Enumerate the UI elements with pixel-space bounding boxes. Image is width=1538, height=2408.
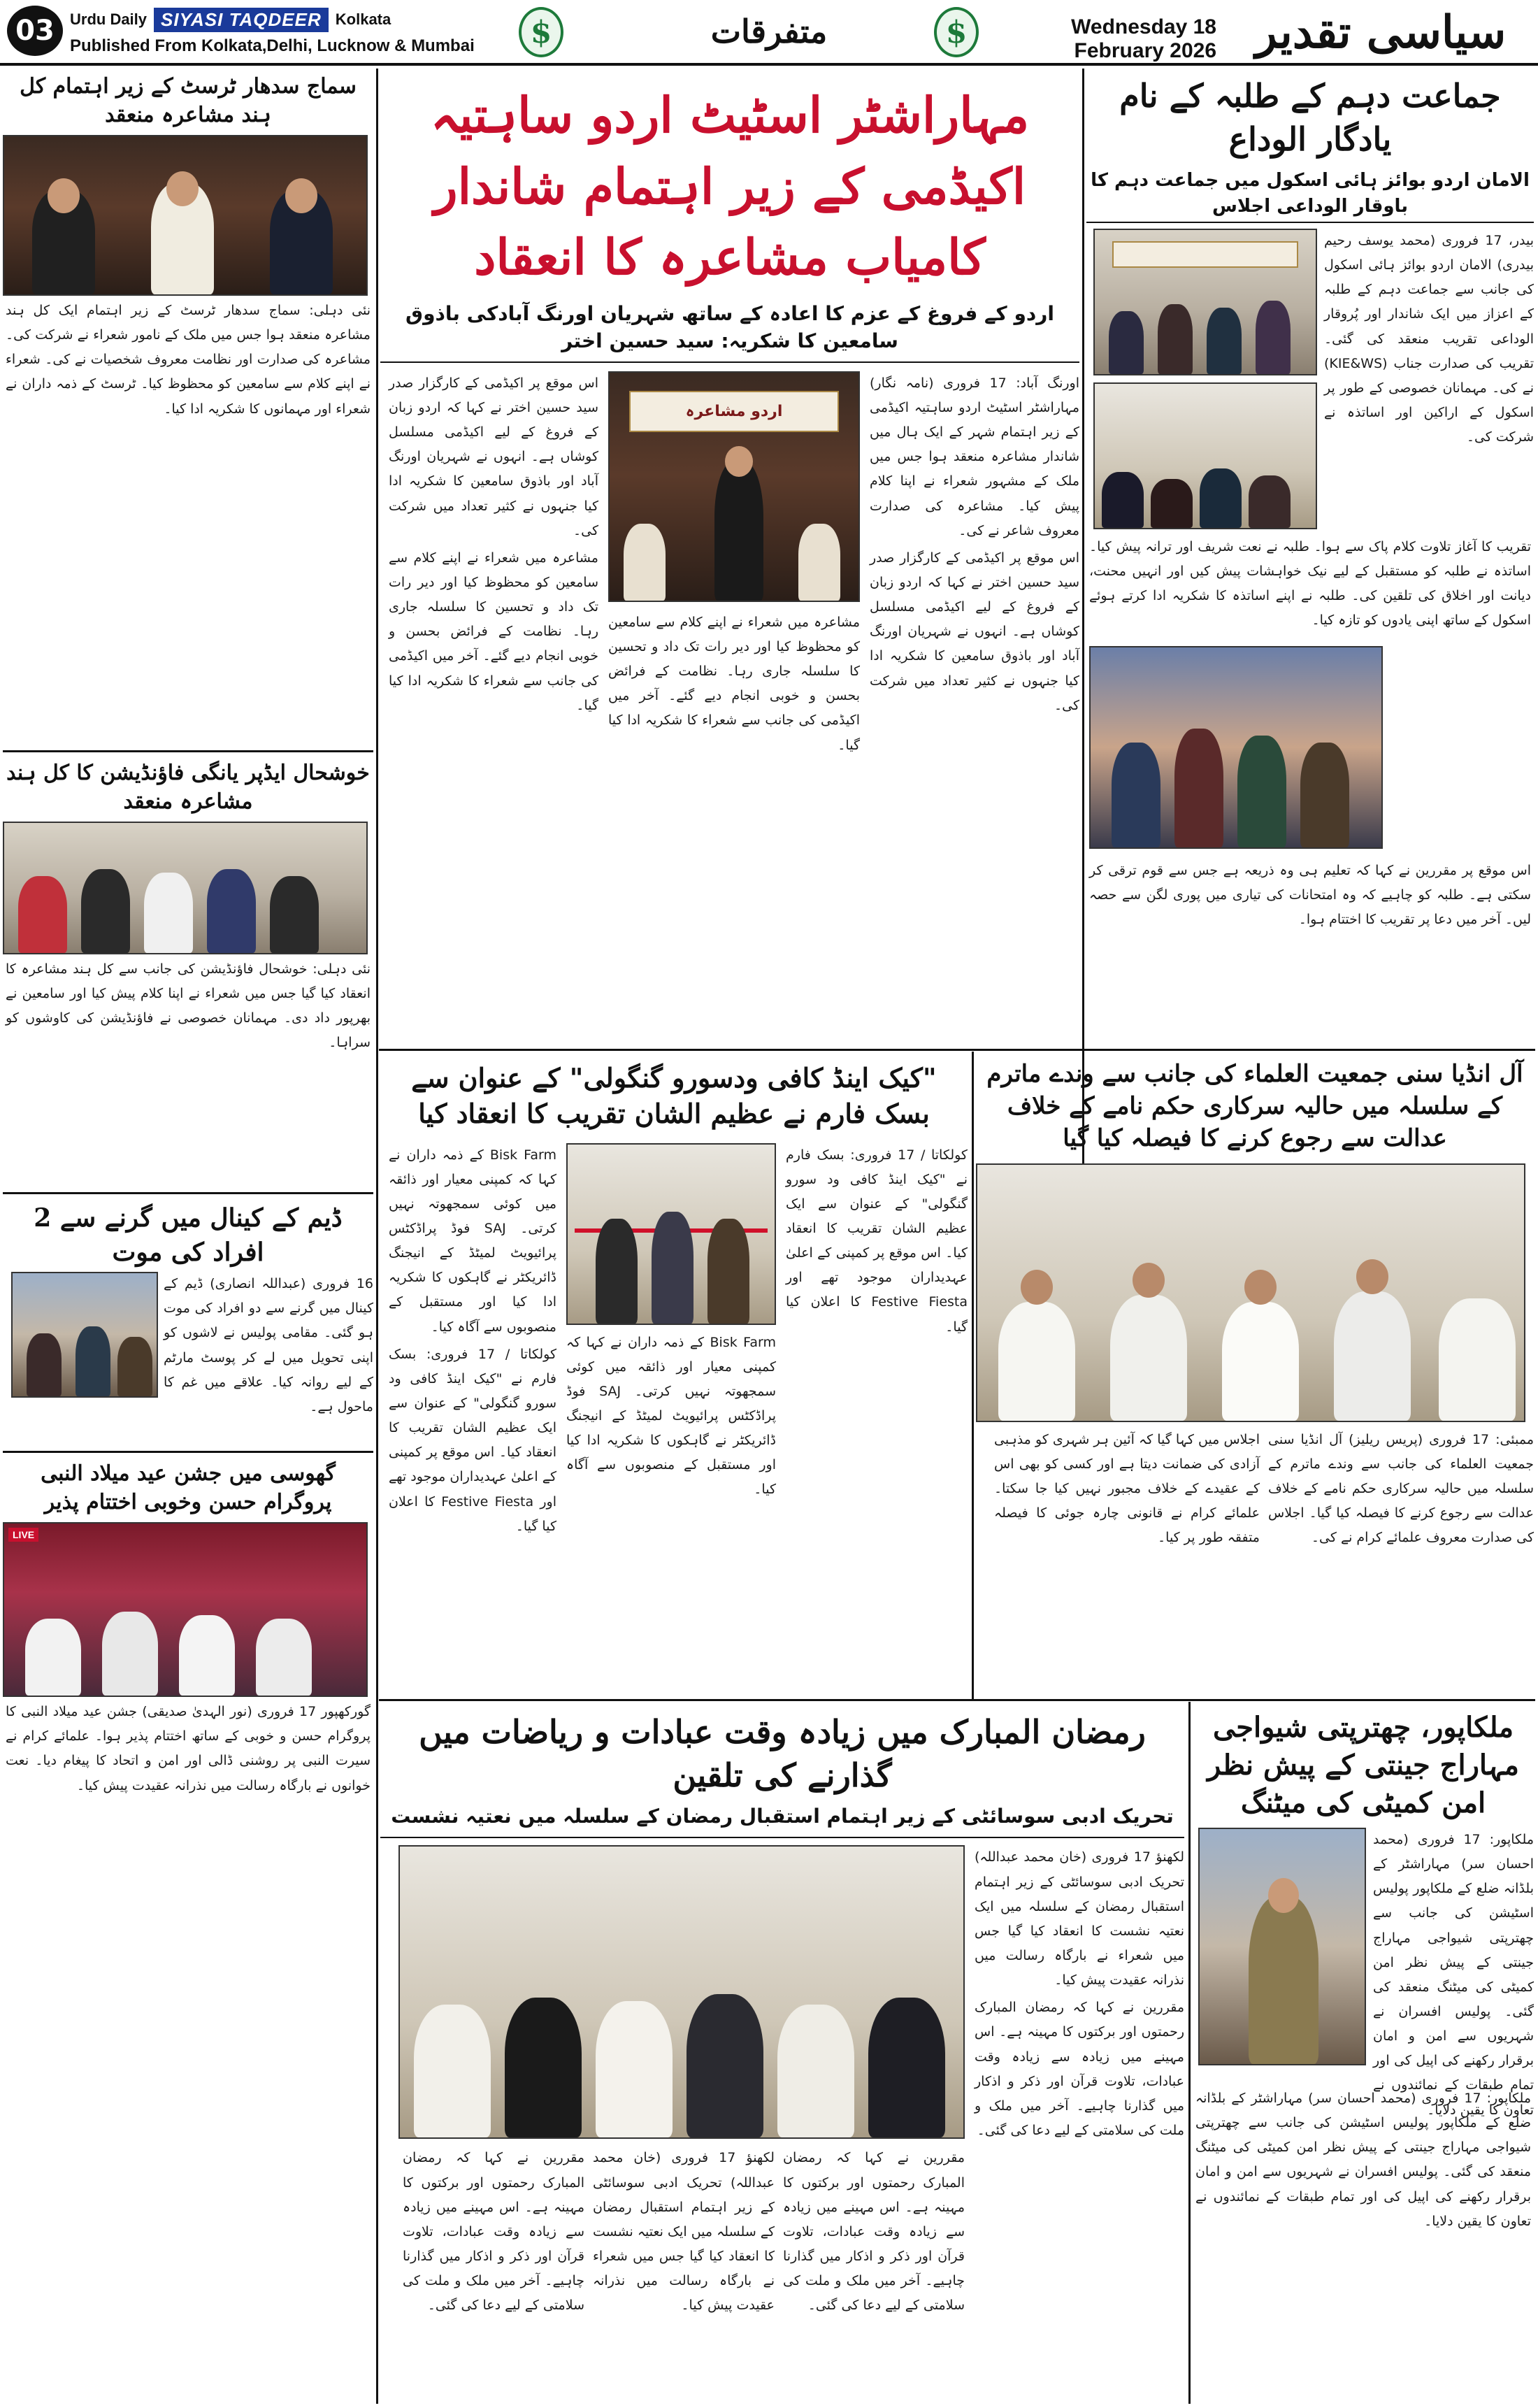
published-from: Published From Kolkata,Delhi, Lucknow & Mumbai — [70, 36, 475, 55]
article-headline: خوشحال ایڈپر یانگی فاؤنڈیشن کا کل ہند مشاعرہ منعقد — [6, 761, 370, 814]
stage-banner: اردو مشاعرہ — [629, 391, 838, 432]
article-sunni-jamiat — [976, 1053, 1534, 1696]
paragraph: کولکاتا / 17 فروری: بسک فارم نے "کیک اینڈ کافی ود سورو گنگولی" کے عنوان سے ایک عظیم الشان تقریب کا انعقاد کیا۔ اس موقع پر کمپنی کے اعلیٰ عہدیداران موجود تھے اور Festive Fiesta کا اعلان کیا گیا۔ — [389, 1346, 556, 1534]
article-body — [1324, 229, 1534, 529]
paragraph: ممبئی: 17 فروری (پریس ریلیز) آل انڈیا سنی جمعیت العلماء کی جانب سے وندے ماترم کے سلسلہ میں حالیہ سرکاری حکم نامے کے خلاف عدالت سے رجوع کرنے کا فیصلہ کیا گیا۔ اجلاس کی صدارت معروف علمائے کرام نے کی۔ — [1268, 1431, 1535, 1546]
paragraph: اس موقع پر اکیڈمی کے کارگزار صدر سید حسین اختر نے کہا کہ اردو زبان کے فروغ کے لیے اکیڈمی مسلسل کوشاں ہے۔ انہوں نے شہریان اورنگ آباد اور باذوق سامعین کا شکریہ ادا کیا جنہوں نے کثیر تعداد میں شرکت کی۔ — [870, 550, 1079, 713]
article-body-middle — [566, 1331, 776, 1666]
article-body-continued — [1086, 529, 1534, 642]
article-body-middle — [608, 610, 860, 761]
article-bisk-farm — [380, 1053, 968, 1696]
brand-name: SIYASI TAQDEER — [154, 8, 329, 32]
paragraph: کولکاتا / 17 فروری: بسک فارم نے "کیک اینڈ کافی ود سورو گنگولی" کے عنوان سے ایک عظیم الشان تقریب کا انعقاد کیا۔ اس موقع پر کمپنی کے اعلیٰ عہدیداران موجود تھے اور Festive Fiesta کا اعلان کیا گیا۔ — [786, 1147, 968, 1335]
photo-police-speaker — [1198, 1828, 1366, 2065]
paragraph: تقریب کا آغاز تلاوت کلام پاک سے ہوا۔ طلبہ نے نعت شریف اور ترانہ پیش کیا۔ اساتذہ نے طلبہ کو مستقبل کے لیے نیک خواہشات پیش کیں اور انہیں محنت، دیانت اور اخلاق کی تلقین کی۔ طلبہ نے اپنے اساتذہ کا شکریہ ادا کرتے ہوئے اسکول کے ساتھ اپنی یادوں کو تازہ کیا۔ — [1089, 538, 1531, 629]
article-body: نئی دہلی: خوشحال فاؤنڈیشن کی جانب سے کل ہند مشاعرہ کا انعقاد کیا گیا جس میں شعراء نے اپنا کلام پیش کیا اور سامعین نے بھرپور داد دی۔ مہمانان خصوصی نے فاؤنڈیشن کی کاوشوں کو سراہا۔ — [6, 961, 371, 1051]
article-subhead: الامان اردو بوائز ہائی اسکول میں جماعت دہم کا باوقار الوداعی اجلاس — [1086, 165, 1534, 223]
photo-mushaira-stage — [608, 371, 860, 602]
photo-khushhal-foundation — [3, 822, 368, 954]
paragraph: مشاعرہ میں شعراء نے اپنے کلام سے سامعین کو محظوظ کیا اور دیر رات تک داد و تحسین کا سلسلہ جاری رہا۔ نظامت کے فرائض بحسن و خوبی انجام دیے گئے۔ آخر میں اکیڈمی کی جانب سے شعراء کا شکریہ ادا کیا گیا۔ — [608, 614, 860, 753]
newspaper-logo: سیاسی تقدیر — [1255, 6, 1507, 59]
paragraph: لکھنؤ 17 فروری (خان محمد عبداللہ) تحریک ادبی سوسائٹی کے زیر اہتمام استقبال رمضان کے سلسلہ میں ایک نعتیہ نشست کا انعقاد کیا گیا جس میں شعراء نے بارگاہ رسالت میں نذرانہ عقیدت پیش کیا۔ — [975, 1849, 1184, 1988]
paragraph: بیدر، 17 فروری (محمد یوسف رحیم بیدری) الامان اردو بوائز ہائی اسکول کی جانب سے جماعت دہم کے طلبہ کے اعزاز میں ایک شاندار اور پُروقار الوداعی تقریب منعقد کی گئی۔ تقریب کی صدارت جناب (KIE&WS) نے کی۔ مہمانان خصوصی کے طور پر اسکول کے اراکین اور اساتذہ نے شرکت کی۔ — [1324, 232, 1535, 445]
article-headline: "کیک اینڈ کافی ودسورو گنگولی" کے عنوان سے بسک فارم نے عظیم الشان تقریب کا انعقاد کیا — [411, 1062, 937, 1130]
article-body-end — [1086, 853, 1534, 940]
article-headline: گھوسی میں جشن عید میلاد النبی پروگرام حسن وخوبی اختتام پذیر — [41, 1461, 336, 1514]
article-malkapur — [1193, 1703, 1534, 2404]
photo-ulama-meeting — [976, 1163, 1525, 1422]
article-body — [870, 371, 1079, 1126]
article-headline: ملکاپور، چھترپتی شیواجی مہاراج جینتی کے پیش نظر امن کمیٹی کی میٹنگ — [1207, 1711, 1519, 1819]
paragraph: اس موقع پر مقررین نے کہا کہ تعلیم ہی وہ ذریعہ ہے جس سے قوم ترقی کر سکتی ہے۔ طلبہ کو چاہیے کہ وہ امتحانات کی تیاری میں پوری لگن سے حصہ لیں۔ آخر میں دعا پر تقریب کا اختتام ہوا۔ — [1089, 862, 1531, 927]
dollar-icon: $ — [519, 7, 563, 57]
article-headline: ڈیم کے کینال میں گرنے سے 2 افراد کی موت — [34, 1203, 343, 1267]
dollar-icon: $ — [934, 7, 979, 57]
paragraph: مقررین نے کہا کہ رمضان المبارک رحمتوں اور برکتوں کا مہینہ ہے۔ اس مہینے میں زیادہ سے زیادہ وقت عبادات، تلاوت قرآن اور ذکر و اذکار میں گذارنا چاہیے۔ آخر میں ملک و ملت کی سلامتی کے لیے دعا کی گئی۔ — [975, 2000, 1184, 2138]
left-column — [3, 70, 373, 2404]
article-body — [1268, 1428, 1534, 1721]
page-number: 03 — [7, 6, 63, 56]
live-tag-icon: LIVE — [8, 1528, 38, 1542]
article-body-continued: ملکاپور: 17 فروری (محمد احسان سر) مہاراشٹر کے بلڈانہ ضلع کے ملکاپور پولیس اسٹیشن کی جانب سے چھترپتی شیواجی مہاراج جینتی کے پیش نظر امن کمیٹی کی میٹنگ منعقد کی گئی۔ پولیس افسران نے شہریوں سے امن و امان برقرار رکھنے کی اپیل کی اور تمام طبقات کے نمائندوں نے تعاون کا یقین دلایا۔ — [1195, 2091, 1532, 2229]
article-body-left — [389, 371, 598, 1126]
urdu-daily-label: Urdu Daily — [70, 10, 148, 28]
article-body-part: لکھنؤ 17 فروری (خان محمد عبداللہ) تحریک ادبی سوسائٹی کے زیر اہتمام استقبال رمضان کے سلسلہ میں ایک نعتیہ نشست کا انعقاد کیا گیا جس میں شعراء نے بارگاہ رسالت میں نذرانہ عقیدت پیش کیا۔ — [593, 2150, 775, 2314]
photo-canal-accident — [11, 1272, 158, 1398]
issue-date: Wednesday 18 February 2026 — [1071, 15, 1216, 62]
article-body: ملکاپور: 17 فروری (محمد احسان سر) مہاراشٹر کے بلڈانہ ضلع کے ملکاپور پولیس اسٹیشن کی جانب سے چھترپتی شیواجی مہاراج جینتی کے پیش نظر امن کمیٹی کی میٹنگ منعقد کی گئی۔ پولیس افسران نے شہریوں سے امن و امان برقرار رکھنے کی اپیل کی اور تمام طبقات کے نمائندوں نے تعاون کا یقین دلایا۔ — [1373, 1832, 1534, 2118]
column-rule — [376, 69, 378, 2404]
article-body: گورکھپور 17 فروری (نور الہدیٰ صدیقی) جشن عید میلاد النبی کا پروگرام حسن و خوبی کے ساتھ اختتام پذیر ہوا۔ علمائے کرام نے سیرت النبی پر روشنی ڈالی اور امن و اتحاد کا پیغام دیا۔ نعت خوانوں نے بارگاہ رسالت میں نذرانہ عقیدت پیش کیا۔ — [6, 1704, 371, 1793]
photo-school-event — [1093, 229, 1317, 375]
article-body-left — [994, 1428, 1260, 1721]
article-body-left — [389, 1143, 556, 1675]
publication-info — [70, 7, 573, 63]
photo-samaj-sudhar — [3, 135, 368, 296]
paragraph: مشاعرہ میں شعراء نے اپنے کلام سے سامعین کو محظوظ کیا اور دیر رات تک داد و تحسین کا سلسلہ جاری رہا۔ نظامت کے فرائض بحسن و خوبی انجام دیے گئے۔ آخر میں اکیڈمی کی جانب سے شعراء کا شکریہ ادا کیا گیا۔ — [389, 550, 598, 713]
photo-naatiya-nashist — [398, 1845, 965, 2139]
lead-subhead: اردو کے فروغ کے عزم کا اعادہ کے ساتھ شہریان اورنگ آبادکی باذوق سامعین کا شکریہ: سید حسین اختر — [380, 296, 1079, 363]
photo-students — [1093, 382, 1317, 529]
paragraph: اورنگ آباد: 17 فروری (نامہ نگار) مہاراشٹر اسٹیٹ اردو ساہتیہ اکیڈمی کے زیر اہتمام شہر کے ایک ہال میں شاندار مشاعرہ منعقد ہوا جس میں ملک کے مشہور شعراء نے اپنا کلام پیش کیا۔ مشاعرہ کی صدارت معروف شاعر نے کی۔ — [870, 375, 1079, 538]
article-body: 16 فروری (عبداللہ انصاری) ڈیم کے کینال میں گرنے سے دو افراد کی موت ہو گئی۔ مقامی پولیس نے لاشوں کو اپنی تحویل میں لے کر پوسٹ مارٹم کے لیے روانہ کیا۔ علاقے میں غم کا ماحول ہے۔ — [164, 1276, 373, 1414]
article-headline: جماعت دہم کے طلبہ کے نام یادگار الوداع — [1119, 77, 1501, 159]
masthead — [0, 0, 1538, 66]
article-headline: آل انڈیا سنی جمعیت العلماء کی جانب سے وندے ماترم کے سلسلہ میں حالیہ سرکاری حکم نامے کے خلاف عدالت سے رجوع کرنے کا فیصلہ کیا گیا — [986, 1060, 1523, 1152]
column-rule — [972, 1052, 974, 1699]
article-subhead: تحریک ادبی سوسائٹی کے زیر اہتمام استقبال رمضان کے سلسلہ میں نعتیہ نشست — [380, 1800, 1184, 1838]
lead-headline: مہاراشٹر اسٹیٹ اردو ساہتیہ اکیڈمی کے زیر اہتمام شاندار کامیاب مشاعرہ کا انعقاد — [430, 86, 1030, 286]
article-body: نئی دہلی: سماج سدھار ٹرسٹ کے زیر اہتمام ایک کل ہند مشاعرہ منعقد ہوا جس میں ملک کے نامور شعراء نے شرکت کی۔ مشاعرہ کی صدارت اور نظامت معروف شخصیات نے کی۔ شعراء نے اپنے کلام سے سامعین کو محظوظ کیا۔ ٹرسٹ کے ذمہ داران نے شعراء اور مہمانوں کا شکریہ ادا کیا۔ — [6, 303, 371, 417]
article-body-part: مقررین نے کہا کہ رمضان المبارک رحمتوں اور برکتوں کا مہینہ ہے۔ اس مہینے میں زیادہ سے زیادہ وقت عبادات، تلاوت قرآن اور ذکر و اذکار میں گذارنا چاہیے۔ آخر میں ملک و ملت کی سلامتی کے لیے دعا کی گئی۔ — [783, 2150, 965, 2314]
photo-farewell-group — [1089, 646, 1383, 849]
article-ramadan — [380, 1703, 1184, 2404]
article-body — [786, 1143, 968, 1675]
paragraph: اجلاس میں کہا گیا کہ آئین ہر شہری کو مذہبی آزادی کی ضمانت دیتا ہے اور کسی کو بھی اس کے عقیدے کے خلاف مجبور نہیں کیا جا سکتا۔ علمائے کرام نے قانونی چارہ جوئی کا فیصلہ متفقہ طور پر کیا۔ — [994, 1431, 1260, 1546]
photo-ribbon-cutting — [566, 1143, 776, 1325]
article-headline: رمضان المبارک میں زیادہ وقت عبادات و ریاضات میں گذارنے کی تلقین — [419, 1713, 1146, 1795]
photo-milad-program — [3, 1522, 368, 1697]
article-body-part: مقررین نے کہا کہ رمضان المبارک رحمتوں اور برکتوں کا مہینہ ہے۔ اس مہینے میں زیادہ سے زیادہ وقت عبادات، تلاوت قرآن اور ذکر و اذکار میں گذارنا چاہیے۔ آخر میں ملک و ملت کی سلامتی کے لیے دعا کی گئی۔ — [403, 2150, 584, 2314]
column-rule — [1188, 1702, 1191, 2404]
city-label: Kolkata — [335, 10, 391, 28]
article-body — [975, 1845, 1184, 2391]
paragraph: اس موقع پر اکیڈمی کے کارگزار صدر سید حسین اختر نے کہا کہ اردو زبان کے فروغ کے لیے اکیڈمی مسلسل کوشاں ہے۔ انہوں نے شہریان اورنگ آباد اور باذوق سامعین کا شکریہ ادا کیا جنہوں نے کثیر تعداد میں شرکت کی۔ — [389, 375, 598, 538]
paragraph: Bisk Farm کے ذمہ داران نے کہا کہ کمپنی معیار اور ذائقہ میں کوئی سمجھوتہ نہیں کرتی۔ SAJ فوڈ پراڈکٹس پرائیویٹ لمیٹڈ کے انیجنگ ڈائریکٹر نے گاہکوں کا شکریہ ادا کیا اور مستقبل کے منصوبوں سے آگاہ کیا۔ — [389, 1147, 557, 1335]
paragraph: Bisk Farm کے ذمہ داران نے کہا کہ کمپنی معیار اور ذائقہ میں کوئی سمجھوتہ نہیں کرتی۔ SAJ فوڈ پراڈکٹس پرائیویٹ لمیٹڈ کے انیجنگ ڈائریکٹر نے گاہکوں کا شکریہ ادا کیا اور مستقبل کے منصوبوں سے آگاہ کیا۔ — [566, 1334, 776, 1498]
article-mushaira — [380, 70, 1079, 1046]
section-title: متفرقات — [710, 13, 828, 50]
article-farewell — [1086, 70, 1534, 1046]
article-headline: سماج سدھار ٹرسٹ کے زیر اہتمام کل ہند مشاعرہ منعقد — [20, 74, 357, 127]
